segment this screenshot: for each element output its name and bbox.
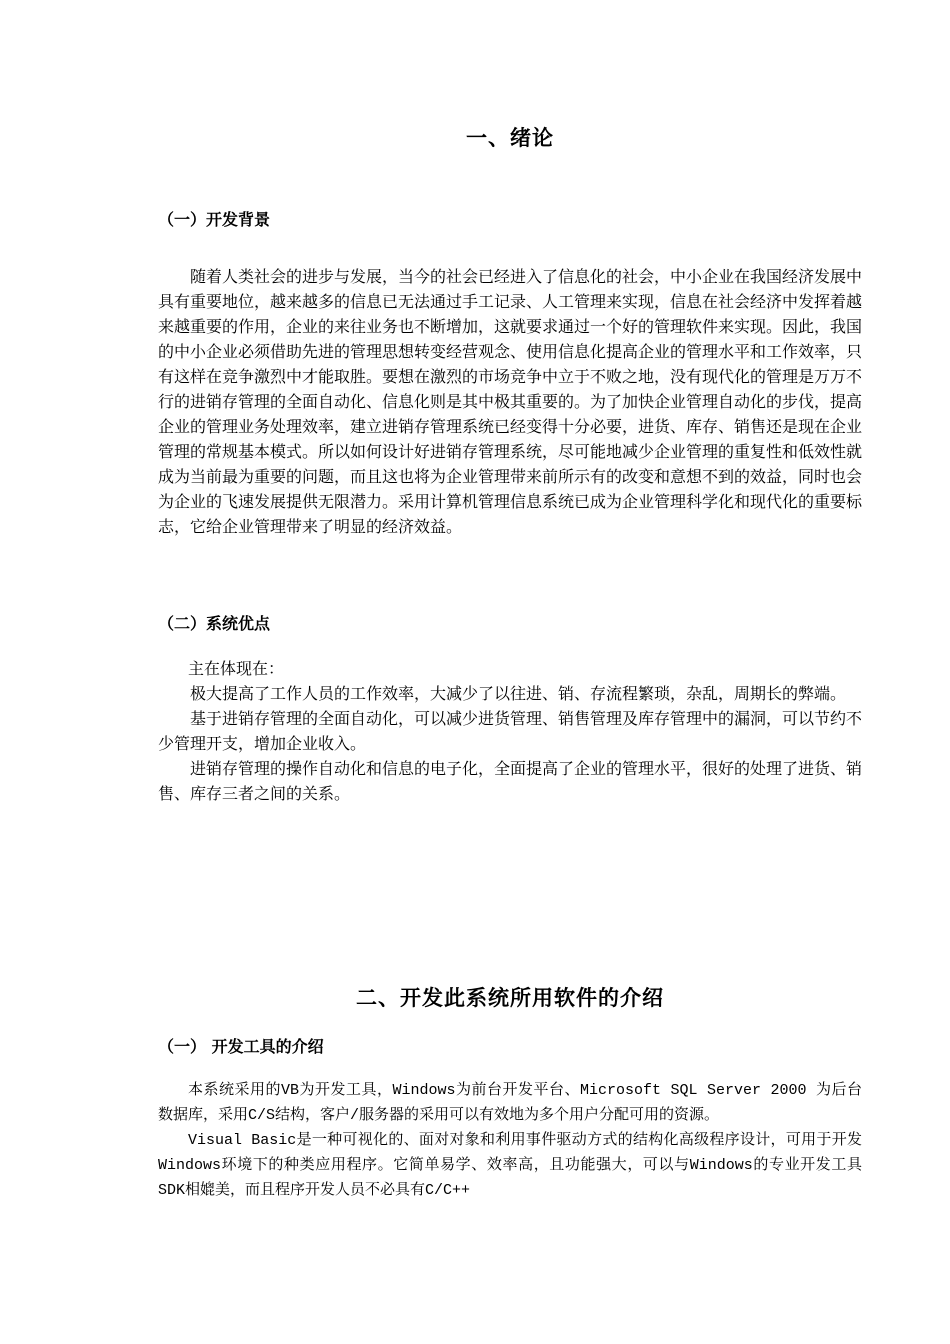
section-2-title: 二、开发此系统所用软件的介绍 — [356, 985, 664, 1010]
section-1-1-body — [158, 264, 862, 539]
section-2-1-body — [158, 1078, 862, 1203]
vb-paragraph: Visual Basic是一种可视化的、面对对象和利用事件驱动方式的结构化高级程序设计，可用于开发Windows环境下的种类应用程序。它简单易学、效率高，且功能强大，可以与Windows的专业开发工具SDK相媲美，而且程序开发人员不必具有C/C++ — [158, 1132, 862, 1199]
section-1-title: 一、绪论 — [466, 125, 554, 150]
advantage-item: 基于进销存管理的全面自动化，可以减少进货管理、销售管理及库存管理中的漏洞，可以节约不少管理开支，增加企业收入。 — [158, 709, 863, 753]
advantage-item: 极大提高了工作人员的工作效率，大减少了以往进、销、存流程繁琐，杂乱，周期长的弊端。 — [190, 684, 847, 703]
background-paragraph: 随着人类社会的进步与发展，当今的社会已经进入了信息化的社会，中小企业在我国经济发展中具有重要地位，越来越多的信息已无法通过手工记录、人工管理来实现，信息在社会经济中发挥着越来越重要的作用，企业的来往业务也不断增加，这就要求通过一个好的管理软件来实现。因此，我国的中小企业必须借助先进的管理思想转变经营观念、使用信息化提高企业的管理水平和工作效率，只有这样在竞争激烈中才能取胜。要想在激烈的市场竞争中立于不败之地，没有现代化的管理是万万不行的进销存管理的全面自动化、信息化则是其中极其重要的。为了加快企业管理自动化的步伐，提高企业的管理业务处理效率，建立进销存管理系统已经变得十分必要，进货、库存、销售还是现在企业管理的常规基本模式。所以如何设计好进销存管理系统，尽可能地减少企业管理的重复性和低效性就成为当前最为重要的问题，而且这也将为企业管理带来前所示有的改变和意想不到的效益，同时也会为企业的飞速发展提供无限潜力。采用计算机管理信息系统已成为企业管理科学化和现代化的重要标志，它给企业管理带来了明显的经济效益。 — [158, 267, 863, 536]
tools-paragraph: 本系统采用的VB为开发工具，Windows为前台开发平台、Microsoft SQL Server 2000 为后台数据库，采用C/S结构，客户/服务器的采用可以有效地为多个用户分配可用的资源。 — [158, 1082, 862, 1124]
advantages-intro: 主在体现在： — [188, 659, 285, 678]
section-1-1-heading: （一）开发背景 — [158, 210, 271, 229]
section-1-2-body — [158, 656, 862, 806]
advantage-item: 进销存管理的操作自动化和信息的电子化，全面提高了企业的管理水平，很好的处理了进货、销售、库存三者之间的关系。 — [158, 759, 863, 803]
section-2-1-heading: （一） 开发工具的介绍 — [158, 1037, 324, 1056]
section-1-2-heading: （二）系统优点 — [158, 614, 271, 633]
